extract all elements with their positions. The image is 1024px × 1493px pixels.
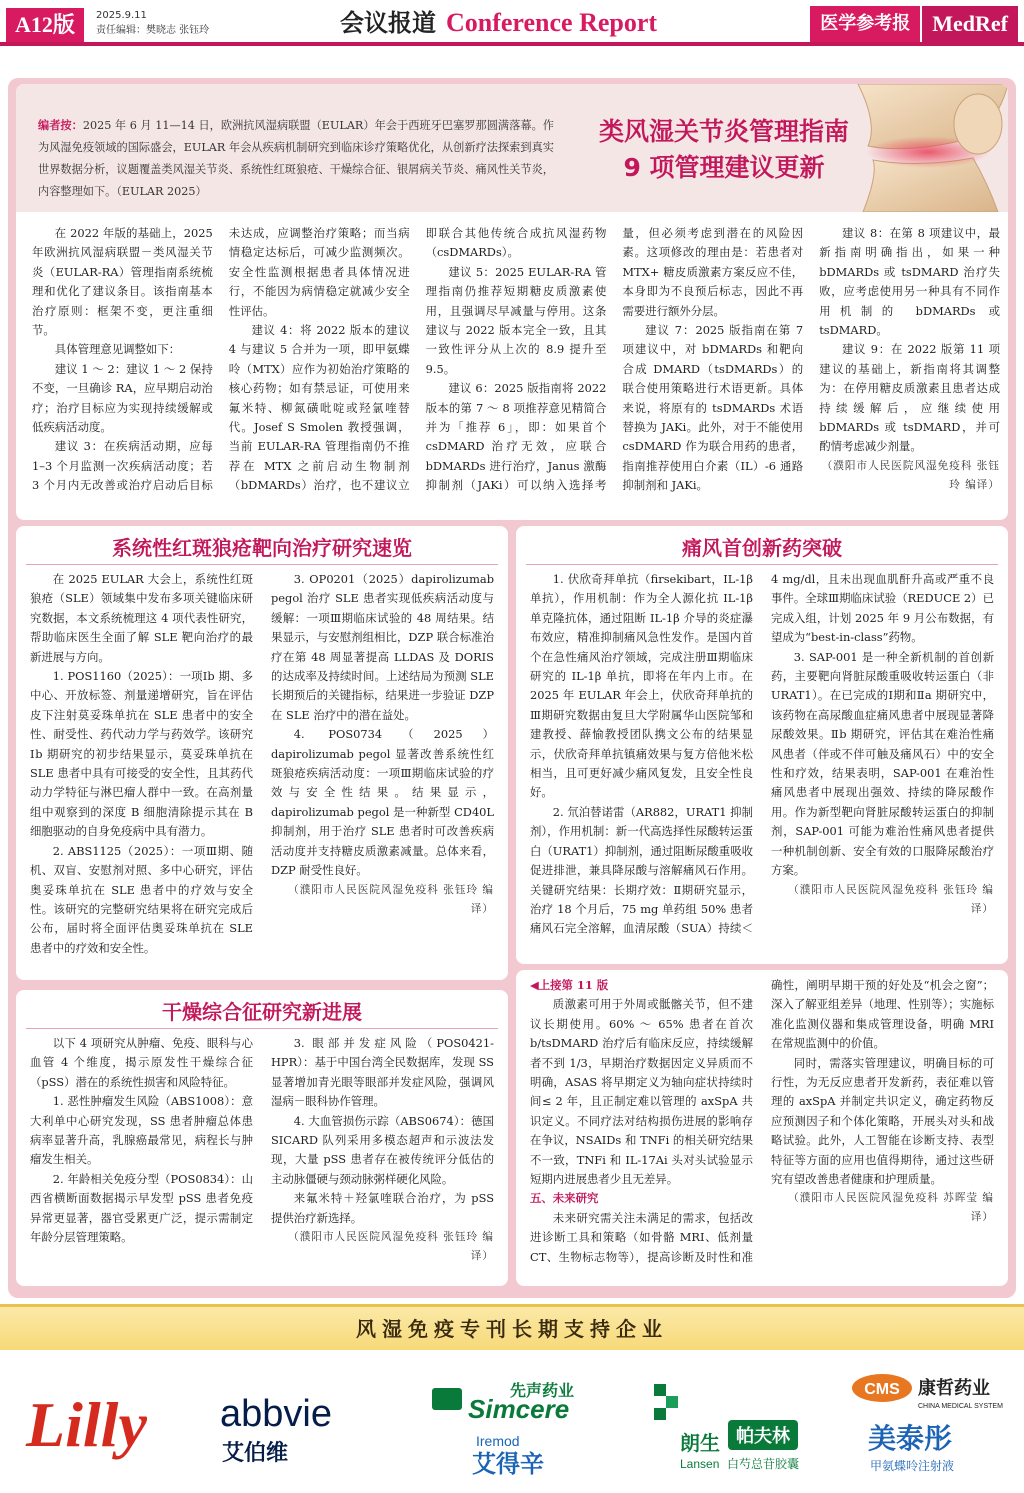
byline: （濮阳市人民医院风湿免疫科 张钰玲 编译） [821,459,1000,491]
simcere-cn-name: 先声药业 [510,1381,575,1400]
paragraph: 建议 5：2025 EULAR-RA 管理指南仍推荐短期糖皮质激素使用，且强调尽早减量与停用。这条建议与 2022 版本完全一致，且其一致性评分从上次的 8.9 提升至 9.5。 [425,264,607,376]
gout-title: 痛风首创新药突破 [682,536,842,560]
lansen-wordmark: Lansen [680,1457,720,1471]
simcere-mark-icon [432,1388,462,1410]
paragraph: 同时，需落实管理建议，明确目标的可行性，为无反应患者开发新药，表征难以管理的 axSpA 并制定共识定义，确定药物反应预测因子和个体化策略，开展头对头和战略试验。此外，人工智能在诊断支持、表型特征等方面的应用也值得期待，通过这些研究有望改善患者健康和护理质量。 [771,1055,994,1187]
main-title [564,114,884,186]
meitaitong-sub: 甲氨蝶呤注射液 [870,1459,955,1473]
editor-note-band [16,84,1008,212]
meitaitong-name: 美泰彤 [868,1422,953,1455]
byline: （濮阳市人民医院风湿免疫科 苏晖莹 编译） [788,1192,994,1224]
cms-logo [846,1360,1016,1490]
paragraph: 3. SAP-001 是一种全新机制的首创新药，主要靶向肾脏尿酸重吸收转运蛋白（非 URAT1）。在已完成的Ⅰ期和Ⅱa 期研究中，该药物在高尿酸血症痛风患者中展现显著降尿酸效果。Ⅱb 期研究，评估其在难治性痛风患者（伴或不伴可触及痛风石）中的安全性和疗效，结果表明，SAP-001 在难治性痛风患者中展现出强效、持续的降尿酸作用。作为新型靶向肾脏尿酸转运蛋白的抑制剂，SAP-001 可能为难治性痛风患者提供一种机制创新、安全有效的口服降尿酸治疗方案。 [771,649,994,878]
paragraph: 建议 1 ～ 2：建议 1 ～ 2 保持不变，一旦确诊 RA，应早期启动治疗；治疗目标应为实现持续缓解或低疾病活动度。 [32,361,213,435]
issue-meta [96,8,209,38]
paragraph: 建议 9：在 2022 版第 11 项建议的基础上，新指南将其调整为：在停用糖皮质激素且患者达成持续缓解后，应继续使用 bDMARDs 或 tsDMARD，并可酌情考虑减少剂量。 [819,342,1000,454]
page-tag: A12版 [6,8,84,42]
cms-en-name: CHINA MEDICAL SYSTEM [918,1403,1003,1410]
sponsor-banner [0,1304,1024,1350]
paragraph: 2. ABS1125（2025）：一项Ⅲ期、随机、双盲、安慰剂对照、多中心研究，评估奥妥珠单抗在 SLE 患者中的疗效与安全性。该研究的完整研究结果将在研究完成后公布，届时将全面评估奥妥珠单抗在 SLE 患者中的疗效和安全性。 [30,843,253,955]
iremod-cn-name: 艾得辛 [472,1450,544,1478]
sponsor-title: 风湿免疫专刊长期支持企业 [356,1317,668,1341]
paragraph: 建议 4：将 2022 版本的建议 4 与建议 5 合并为一项，即甲氨蝶呤（MTX）应作为初始治疗策略的核心药物；如有禁忌证，可使用来氟米特、柳氮磺吡啶或羟氯喹替代。Josef S Smolen 教授强调，当前 EULAR-RA 管理指南仍不推荐在 MTX 之前启动生物制剂（bDMARDs）治疗，也不建议立即联合其他传统合成抗风湿药物（csDMARDs）。 [228,226,607,493]
ra-article-body [32,224,1000,508]
sjogren-article-body [30,1034,494,1280]
continued-article [516,970,1008,1286]
abbvie-wordmark: abbvie [220,1393,332,1435]
paragraph: 在 2025 EULAR 大会上，系统性红斑狼疮（SLE）领域集中发布多项关键临床研究数据，本文系统梳理这 4 项代表性研究，帮助临床医生全面了解 SLE 靶向治疗的最新进展与方向。 [30,572,253,664]
paragraph: 在 2022 年版的基础上，2025 年欧洲抗风湿病联盟－类风湿关节炎（EULAR-RA）管理指南系统梳理和优化了建议条目。该指南基本治疗原则：框架不变，更注重细节。 [32,226,213,338]
paragraph: 建议 8：在第 8 项建议中，最新指南明确指出，如果一种 bDMARDs 或 tsDMARD 治疗失败，应考虑使用另一种具有不同作用机制的 bDMARDs 或 tsDMARD。 [819,226,1000,338]
divider [26,564,498,565]
cms-abbrev: CMS [864,1381,900,1398]
simcere-wordmark: Simcere [468,1394,570,1424]
gout-article-body [530,570,994,958]
paragraph: 4. POS0734（2025）dapirolizumab pegol 显著改善系统性红斑狼疮疾病活动度：一项Ⅲ期临床试验的疗效与安全性结果。结果显示，dapirolizumab pegol 是一种新型 CD40L 抑制剂，用于治疗 SLE 患者时可改善疾病活动度并支持糖皮质激素减量。总体来看，DZP 耐受性良好。 [271,727,494,878]
paragraph: 2. 氘泊替诺雷（AR882，URAT1 抑制剂），作用机制：新一代高选择性尿酸转运蛋白（URAT1）抑制剂，通过阻断尿酸重吸收促进排泄，兼具降尿酸与溶解痛风石作用。关键研究结果：长期疗效：Ⅱ期研究显示，治疗 18 个月后，75 mg 单药组 50% 患者痛风石完全溶解，血清尿酸（SUA）持续＜4 mg/dl，且未出现血肌酐升高或严重不良事件。全球Ⅲ期临床试验（REDUCE 2）已完成入组，计划 2025 年 9 月公布数据，有望成为“best-in-class”药物。 [530,572,994,936]
paragraph: 3. 眼部并发症风险（POS0421-HPR）：基于中国台湾全民数据库，发现 SS 显著增加青光眼等眼部并发症风险，强调风湿病－眼科协作管理。 [271,1036,494,1109]
paragraph: 建议 6：2025 版指南将 2022 版本的第 7 ～ 8 项推荐意见精简合并为「推荐 6」，即：如果首个 csDMARD 治疗无效，应联合 bDMARDs 进行治疗，Janus 激酶抑制剂（JAKi）可以纳入选择考量，但必须考虑到潜在的风险因素。这项修改的理由是：若患者对 MTX+ 糖皮质激素方案反应不佳，本身即为不良预后标志，因此不再需要进行额外分层。 [425,226,804,493]
subheading: 五、未来研究 [530,1191,599,1206]
sjogren-article [16,990,508,1286]
paragraph: 来氟米特＋羟氯喹联合治疗，为 pSS 提供治疗新选择。 [271,1191,494,1225]
paragraph: 1. POS1160（2025）：一项Ⅰb 期、多中心、开放标签、剂量递增研究，旨在评估皮下注射莫妥珠单抗在 SLE 患者中的安全性、耐受性、药代动力学与药效学。该研究Ⅰb 期研究的初步结果显示，莫妥珠单抗在 SLE 患者中具有可接受的安全性，且其药代动力学特征与淋巴瘤人群中一致。在高剂量组中观察到的深度 B 细胞清除提示其在 B 细胞驱动的自身免疫病中具有潜力。 [30,669,253,839]
paragraph: 2. 年龄相关免疫分型（POS0834）：山西省横断面数据揭示早发型 pSS 患者免疫异常更显著，器官受累更广泛，提示需制定年龄分层管理策略。 [30,1171,253,1245]
lilly-logo [18,1360,188,1490]
lansen-cn-name: 朗生 [680,1431,720,1455]
paragraph: 4. 大血管损伤示踪（ABS0674）：德国 SICARD 队列采用多模态超声和示波法发现，大量 pSS 患者存在被传统评分低估的主动脉僵硬与颈动脉粥样硬化风险。 [271,1113,494,1186]
lilly-wordmark: Lilly [26,1389,147,1460]
byline: （濮阳市人民医院风湿免疫科 张钰玲 编译） [288,1231,494,1263]
paragraph: 建议 7：2025 版指南在第 7 项建议中，对 bDMARDs 和靶向合成 DMARD（tsDMARDs）的联合使用策略进行术语更新。具体来说，将原有的 tsDMARDs 术语替换为 JAKi。此外，对于不能使用 csDMARD 作为联合用药的患者，指南推荐使用白介素（IL）-6 通路抑制剂和 JAKi。 [622,323,804,493]
iremod-wordmark: Iremod [476,1433,520,1449]
paragraph: 3. OP0201（2025）dapirolizumab pegol 治疗 SLE 患者实现低疾病活动度与缓解：一项Ⅲ期临床试验的 48 周结果。结果显示，与安慰剂组相比，DZP 联合标准治疗在第 48 周显著提高 LLDAS 及 DORIS 的达成率及持续时间。上述结局为预测 SLE 长期预后的关键指标，结果进一步验证 DZP 在 SLE 治疗中的潜在益处。 [271,572,494,722]
editors: 责任编辑：樊晓志 张钰玲 [96,25,210,36]
abbvie-cn-name: 艾伯维 [222,1441,289,1466]
abbvie-logo [212,1360,382,1490]
paragraph: 质激素可用于外周或骶髂关节，但不建议长期使用。60% ～ 65% 患者在首次 b/tsDMARD 治疗后有临床反应，持续缓解者不到 1/3，早期治疗数据因定义异质而不明确，ASAS 将早期定义为轴向症状持续时间≤ 2 年，且正制定难以管理的 axSpA 共识定义。不同疗法对结构损伤进展的影响存在争议，NSAIDs 和 TNFi 的相关研究结果不一致，TNFi 和 IL-17Ai 头对头试验显示短期内进展患者少且无差异。 [530,997,753,1187]
editor-note-label: 编者按： [38,118,83,132]
continued-from-label[interactable]: ◀上接第 11 版 [530,978,609,992]
editor-note-text: 2025 年 6 月 11—14 日，欧洲抗风湿病联盟（EULAR）年会于西班牙巴塞罗那圆满落幕。作为风湿免疫领域的国际盛会，EULAR 年会从疾病机制研究到临床诊疗策略优化，从创新疗法探索到真实世界数据分析，议题覆盖类风湿关节炎、系统性红斑狼疮、干燥综合征、银屑病关节炎、痛风性关节炎，内容整理如下。（EULAR 2025） [38,119,554,198]
cms-cn-name: 康哲药业 [918,1378,990,1399]
section-title-en: Conference Report [446,8,658,37]
sle-title: 系统性红斑狼疮靶向治疗研究速览 [112,536,412,560]
brand-name-en: MedRef [920,6,1018,42]
byline: （濮阳市人民医院风湿免疫科 张钰玲 编译） [288,883,494,915]
paragraph: 1. 伏欣奇拜单抗（firsekibart，IL-1β 单抗），作用机制：作为全人源化抗 IL-1β 单克隆抗体，通过阻断 IL-1β 介导的炎症瀑布效应，精准抑制痛风急性发作。是国内首个在急性痛风治疗领域，完成注册Ⅲ期临床研究的 IL-1β 单抗，即将在年内上市。在 2025 年 EULAR 年会上，伏欣奇拜单抗的Ⅲ期研究数据由复旦大学附属华山医院邹和建教授、薛愉教授团队携文公布的结果显示，伏欣奇拜单抗镇痛效果与复方倍他米松相当，且可更好减少痛风复发，且安全性良好。 [530,572,753,800]
ra-guideline-article [16,84,1008,520]
paragraph: 未来研究需关注未满足的需求，包括改进诊断工具和策略（如骨骼 MRI、低剂量 CT、生物标志物等），提高诊断及时性和准确性，阐明早期干预的好处及“机会之窗”；深入了解亚组差异（地理、性别等）；实施标准化监测仪器和集成管理设备，明确 MRI 在常规监测中的价值。 [530,978,994,1264]
gout-article [516,526,1008,964]
masthead [0,0,1024,46]
brand-name-cn: 医学参考报 [810,6,920,42]
sponsor-logos [0,1360,1024,1490]
section-title [340,6,657,40]
lansen-logo [640,1360,810,1490]
main-title-line2: 9 项管理建议更新 [623,153,825,182]
sle-article-body [30,570,494,970]
main-title-line1: 类风湿关节炎管理指南 [598,117,849,146]
paragraph: 1. 恶性肿瘤发生风险（ABS1008）：意大利单中心研究发现，SS 患者肿瘤总体患病率显著升高，乳腺癌最常见，病程长与肿瘤发生相关。 [30,1094,253,1167]
sle-article [16,526,508,980]
continued-article-body [530,976,994,1280]
simcere-logo [424,1360,594,1490]
lansen-mark-icon [654,1384,666,1396]
issue-date: 2025.9.11 [96,10,147,21]
section-title-cn: 会议报道 [340,8,436,37]
pafulin-sub: 白芍总苷胶囊 [726,1457,800,1471]
divider [526,564,998,565]
brand [810,6,1018,42]
paragraph: 以下 4 项研究从肿瘤、免疫、眼科与心血管 4 个维度，揭示原发性干燥综合征（pSS）潜在的系统性损害和风险特征。 [30,1036,253,1089]
sjogren-title: 干燥综合征研究新进展 [162,1000,362,1024]
paragraph: 建议 3：在疾病活动期，应每 1–3 个月监测一次疾病活动度；若 3 个月内无改善或治疗启动后目标未达成，应调整治疗策略；而当病情稳定达标后，可减少监测频次。安全性监测根据患者具体情况进行，不能因为病情稳定就减少安全性评估。 [32,226,410,493]
pafulin-name: 帕夫林 [736,1426,790,1447]
byline: （濮阳市人民医院风湿免疫科 张钰玲 编译） [788,883,994,915]
editor-note [38,114,554,203]
paragraph: 具体管理意见调整如下： [54,342,181,357]
divider [26,1028,498,1029]
